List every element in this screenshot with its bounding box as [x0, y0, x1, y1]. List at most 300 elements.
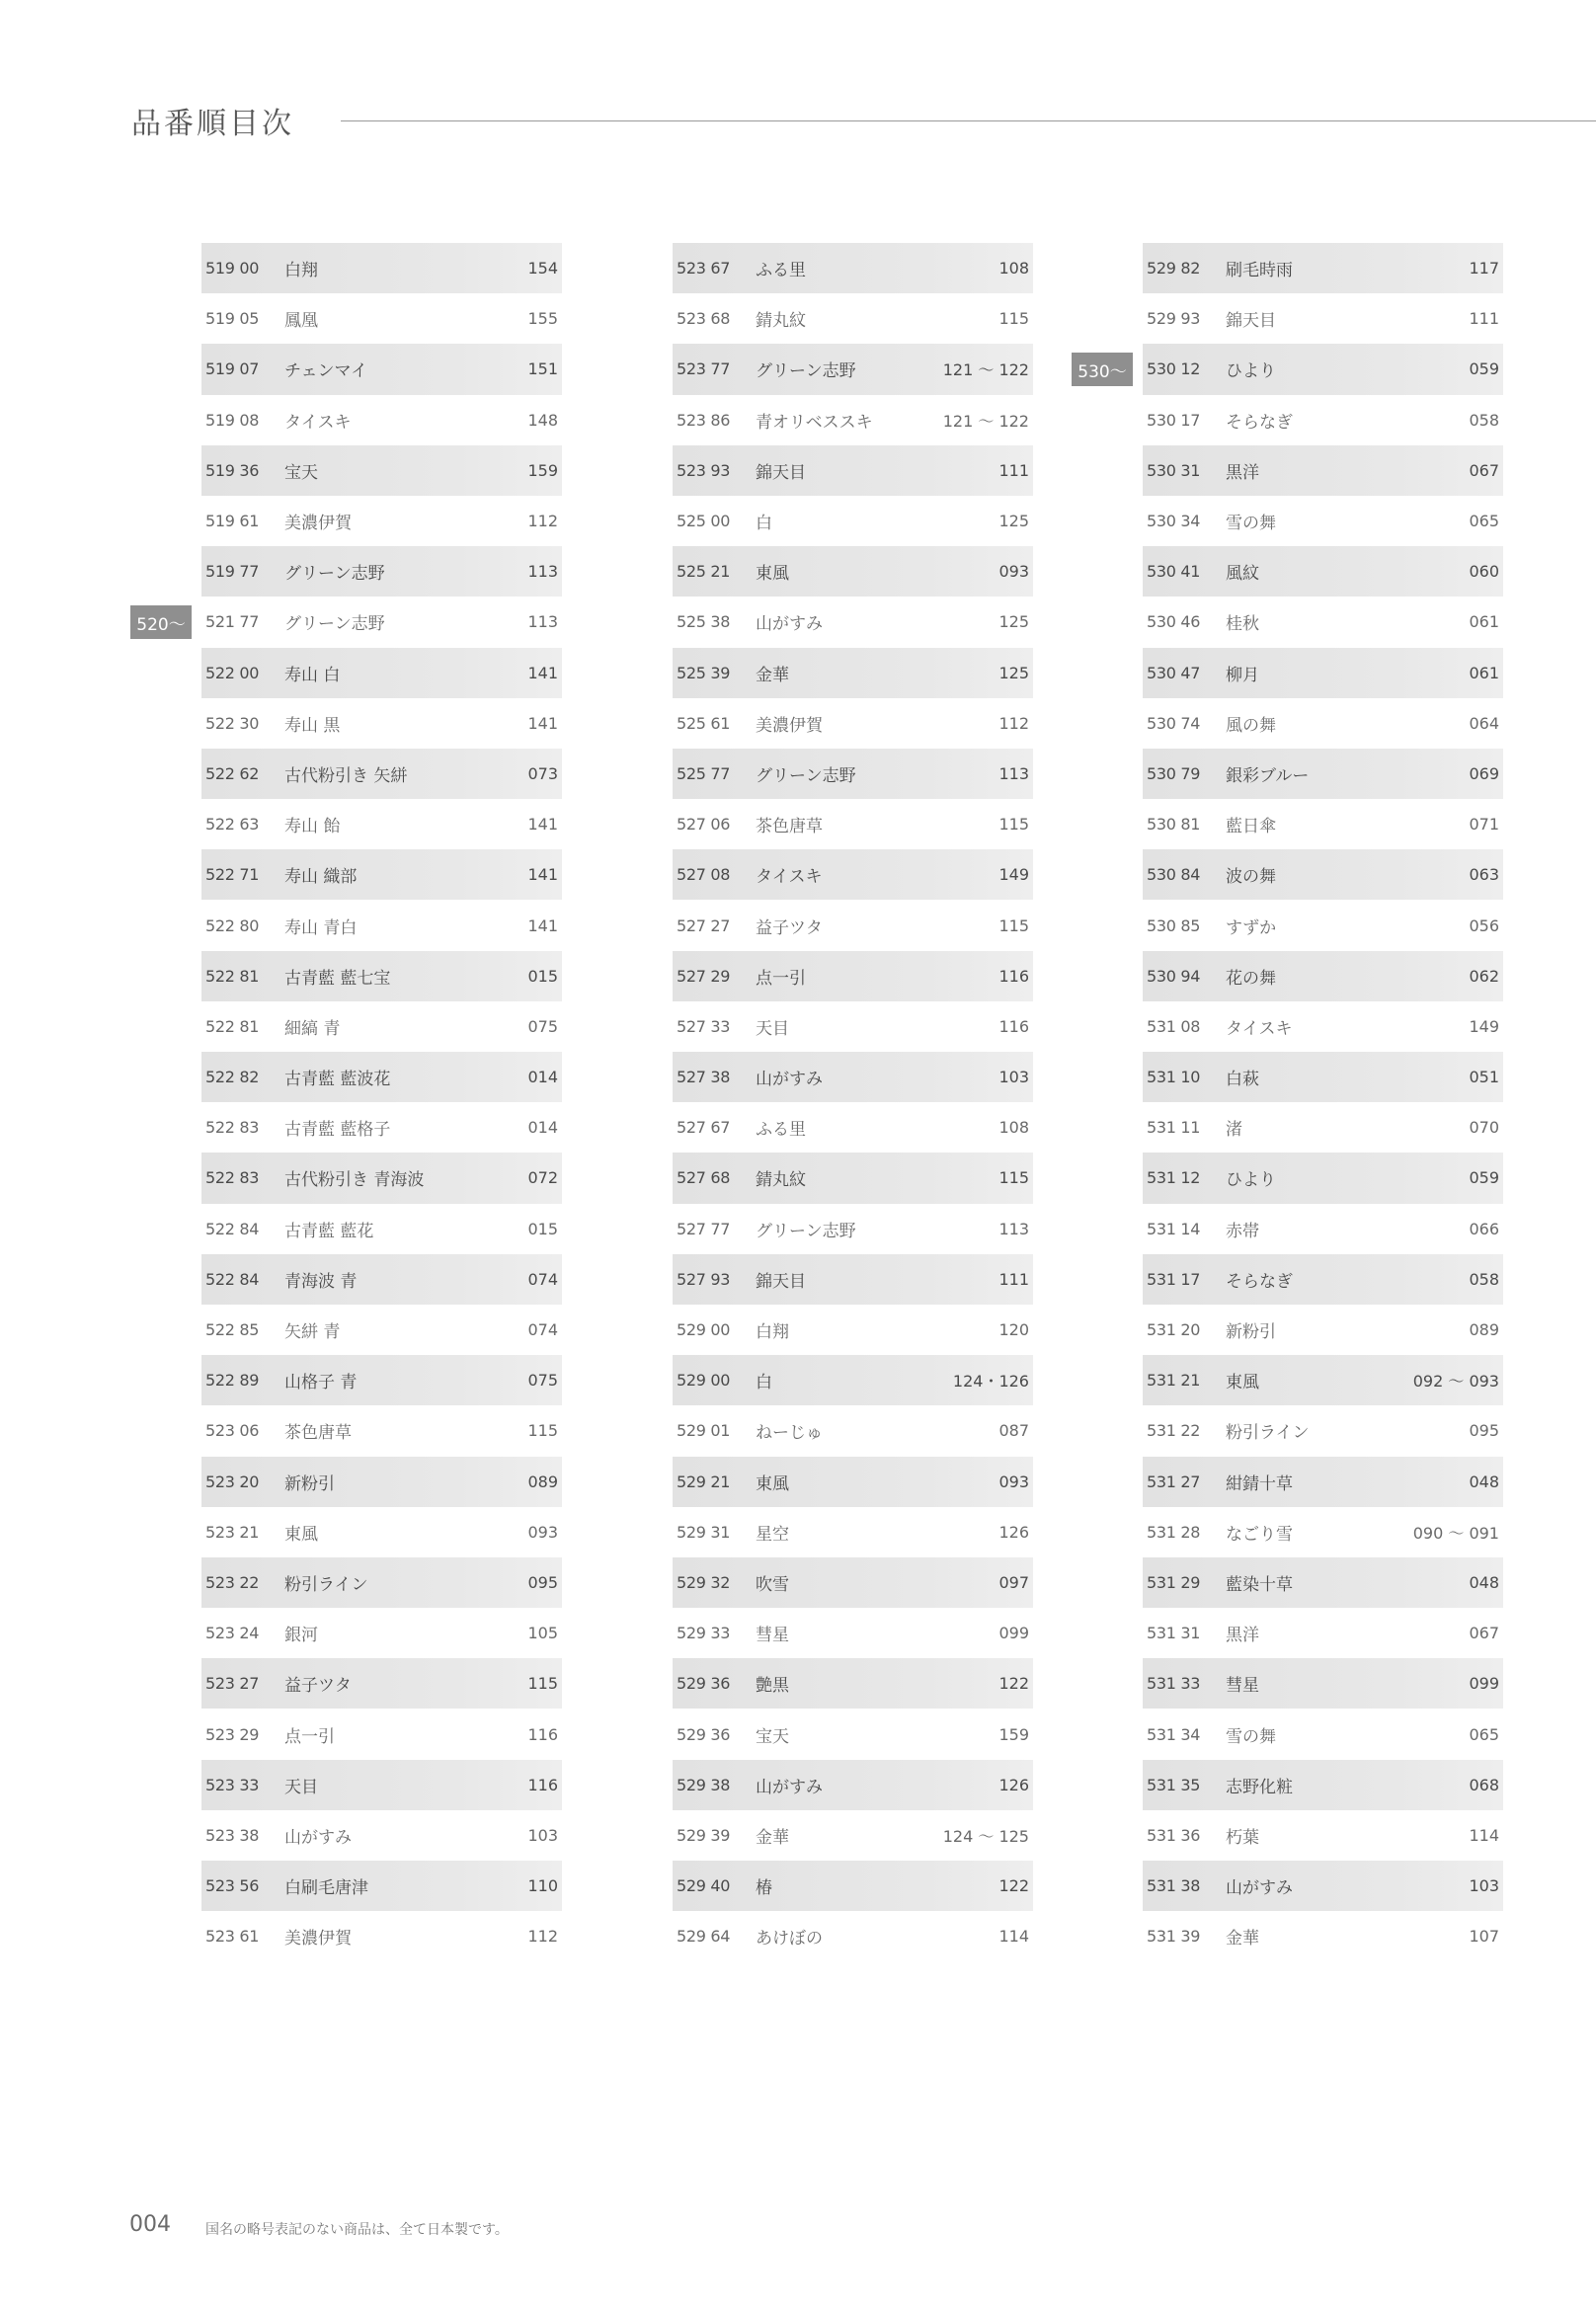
product-code: 531 08 — [1147, 1016, 1201, 1036]
index-row — [1143, 900, 1503, 950]
product-name: 美濃伊賀 — [284, 514, 352, 534]
product-name: 点一引 — [756, 968, 806, 989]
index-row — [201, 1557, 562, 1608]
page-ref: 141 — [527, 915, 558, 935]
product-code: 523 20 — [205, 1472, 260, 1491]
product-name: 青海波 青 — [284, 1271, 358, 1292]
product-name: 細縞 青 — [284, 1018, 341, 1039]
index-row — [201, 1001, 562, 1052]
page-ref: 066 — [1469, 1219, 1499, 1238]
page-ref: 155 — [527, 309, 558, 329]
index-row — [1143, 1810, 1503, 1861]
page-ref: 015 — [527, 1219, 558, 1238]
page-ref: 154 — [527, 259, 558, 278]
page-ref: 060 — [1469, 562, 1499, 582]
page-ref: 111 — [1469, 309, 1499, 329]
product-name: 矢絣 青 — [284, 1322, 341, 1343]
index-row — [673, 799, 1033, 849]
product-code: 531 36 — [1147, 1825, 1201, 1845]
page-ref: 117 — [1469, 259, 1499, 278]
page-ref: 159 — [998, 1724, 1029, 1744]
product-code: 531 39 — [1147, 1927, 1201, 1947]
product-name: 山がすみ — [756, 1070, 823, 1090]
product-code: 523 86 — [677, 410, 731, 430]
page-ref: 126 — [998, 1522, 1029, 1542]
index-row — [201, 951, 562, 1001]
product-name: 古代粉引き 青海波 — [284, 1170, 425, 1191]
product-code: 522 83 — [205, 1118, 260, 1138]
product-name: 錦天目 — [756, 462, 806, 483]
product-name: 柳月 — [1226, 665, 1259, 685]
page-ref: 112 — [527, 512, 558, 531]
product-name: 茶色唐草 — [756, 817, 823, 837]
page-ref: 114 — [998, 1927, 1029, 1947]
index-row — [201, 1305, 562, 1355]
index-row — [1143, 749, 1503, 799]
product-name: 金華 — [756, 1827, 789, 1848]
index-row — [201, 293, 562, 344]
product-code: 529 00 — [677, 1371, 731, 1391]
product-code: 529 40 — [677, 1876, 731, 1896]
product-name: 東風 — [756, 1473, 789, 1494]
product-code: 530 47 — [1147, 663, 1201, 682]
product-code: 529 38 — [677, 1775, 731, 1794]
product-name: 山がすみ — [756, 1777, 823, 1797]
page-ref: 048 — [1469, 1572, 1499, 1592]
page-ref: 099 — [1469, 1674, 1499, 1694]
index-row — [673, 445, 1033, 496]
product-name: 白翔 — [756, 1322, 789, 1343]
index-row — [1143, 951, 1503, 1001]
product-code: 529 31 — [677, 1522, 731, 1542]
product-name: 藍染十草 — [1226, 1574, 1293, 1595]
product-name: 寿山 黒 — [284, 715, 341, 736]
page-ref: 141 — [527, 663, 558, 682]
page-ref: 141 — [527, 713, 558, 733]
product-name: 錦天目 — [1226, 311, 1276, 332]
product-code: 530 85 — [1147, 915, 1201, 935]
product-name: 東風 — [1226, 1373, 1259, 1393]
product-code: 530 41 — [1147, 562, 1201, 582]
product-code: 531 14 — [1147, 1219, 1201, 1238]
product-name: 山がすみ — [284, 1827, 352, 1848]
page-ref: 122 — [998, 1876, 1029, 1896]
product-name: 朽葉 — [1226, 1827, 1259, 1848]
page-ref: 090 ～ 091 — [1412, 1523, 1499, 1543]
index-row — [1143, 799, 1503, 849]
product-name: 金華 — [1226, 1929, 1259, 1949]
product-code: 519 05 — [205, 309, 260, 329]
page-ref: 111 — [998, 1269, 1029, 1289]
product-name: 雪の舞 — [1226, 1726, 1276, 1747]
page-ref: 063 — [1469, 865, 1499, 885]
index-row — [201, 344, 562, 394]
product-name: 吹雪 — [756, 1574, 789, 1595]
index-column-2 — [673, 243, 1033, 1961]
product-code: 529 36 — [677, 1674, 731, 1694]
index-row — [1143, 1102, 1503, 1153]
page-ref: 125 — [998, 512, 1029, 531]
product-code: 531 34 — [1147, 1724, 1201, 1744]
page-ref: 067 — [1469, 460, 1499, 480]
product-code: 529 32 — [677, 1572, 731, 1592]
index-row — [201, 849, 562, 900]
index-row — [673, 243, 1033, 293]
index-row — [1143, 293, 1503, 344]
product-code: 531 17 — [1147, 1269, 1201, 1289]
index-row — [673, 1760, 1033, 1810]
product-name: 艶黒 — [756, 1676, 789, 1697]
index-row — [1143, 1557, 1503, 1608]
index-row — [1143, 597, 1503, 647]
product-code: 523 27 — [205, 1674, 260, 1694]
index-row — [136, 597, 562, 647]
product-name: 藍日傘 — [1226, 817, 1276, 837]
product-code: 522 81 — [205, 1016, 260, 1036]
index-row — [201, 243, 562, 293]
product-name: 花の舞 — [1226, 968, 1276, 989]
index-row — [673, 496, 1033, 546]
page-ref: 116 — [998, 1016, 1029, 1036]
page-ref: 071 — [1469, 815, 1499, 835]
page-ref: 087 — [998, 1421, 1029, 1441]
index-row — [201, 1911, 562, 1961]
product-name: 風の舞 — [1226, 715, 1276, 736]
index-row — [673, 344, 1033, 394]
product-code: 522 30 — [205, 713, 260, 733]
product-code: 527 33 — [677, 1016, 731, 1036]
product-name: 黒洋 — [1226, 1626, 1259, 1646]
page-title: 品番順目次 — [131, 107, 294, 141]
product-name: 銀河 — [284, 1626, 318, 1646]
product-name: そらなぎ — [1226, 412, 1293, 433]
product-code: 529 01 — [677, 1421, 731, 1441]
page-ref: 048 — [1469, 1472, 1499, 1491]
product-name: ひより — [1226, 361, 1276, 382]
product-name: 鳳凰 — [284, 311, 318, 332]
product-code: 527 68 — [677, 1168, 731, 1188]
product-code: 529 36 — [677, 1724, 731, 1744]
page-ref: 095 — [527, 1572, 558, 1592]
product-code: 519 08 — [205, 410, 260, 430]
product-name: 美濃伊賀 — [756, 715, 823, 736]
index-row — [201, 1608, 562, 1658]
product-name: 益子ツタ — [756, 917, 823, 938]
page-ref: 126 — [998, 1775, 1029, 1794]
product-name: 古青藍 藍花 — [284, 1221, 374, 1241]
product-name: 宝天 — [284, 462, 318, 483]
index-row — [673, 1457, 1033, 1507]
index-row — [1143, 1709, 1503, 1759]
index-row — [201, 1102, 562, 1153]
product-name: 彗星 — [756, 1626, 789, 1646]
index-row — [1143, 1001, 1503, 1052]
index-row — [201, 1658, 562, 1709]
page-ref: 073 — [527, 763, 558, 783]
product-code: 529 21 — [677, 1472, 731, 1491]
product-name: 金華 — [756, 665, 789, 685]
page-ref: 064 — [1469, 713, 1499, 733]
product-code: 523 61 — [205, 1927, 260, 1947]
product-code: 531 22 — [1147, 1421, 1201, 1441]
index-row — [673, 1254, 1033, 1305]
product-name: 錆丸紋 — [756, 311, 806, 332]
page-ref: 105 — [527, 1624, 558, 1643]
product-code: 522 82 — [205, 1068, 260, 1087]
page-ref: 113 — [998, 1219, 1029, 1238]
index-row — [1143, 1658, 1503, 1709]
page-ref: 111 — [998, 460, 1029, 480]
index-row — [673, 1658, 1033, 1709]
index-row — [1143, 1760, 1503, 1810]
product-code: 522 89 — [205, 1371, 260, 1391]
index-row — [673, 1052, 1033, 1102]
product-code: 531 20 — [1147, 1320, 1201, 1340]
page-ref: 051 — [1469, 1068, 1499, 1087]
product-code: 530 46 — [1147, 612, 1201, 632]
page-ref: 095 — [1469, 1421, 1499, 1441]
page-ref: 115 — [998, 1168, 1029, 1188]
index-row — [1143, 1355, 1503, 1405]
product-code: 525 61 — [677, 713, 731, 733]
index-row — [201, 1405, 562, 1456]
page-ref: 089 — [1469, 1320, 1499, 1340]
product-code: 527 38 — [677, 1068, 731, 1087]
page-ref: 092 ～ 093 — [1412, 1372, 1499, 1392]
product-name: ふる里 — [756, 1120, 806, 1141]
product-code: 531 12 — [1147, 1168, 1201, 1188]
page-ref: 015 — [527, 966, 558, 986]
product-name: タイスキ — [756, 867, 823, 888]
product-code: 529 82 — [1147, 259, 1201, 278]
product-name: 青オリベススキ — [756, 412, 873, 433]
product-code: 530 34 — [1147, 512, 1201, 531]
product-name: 美濃伊賀 — [284, 1929, 352, 1949]
product-name: 銀彩ブルー — [1226, 765, 1310, 786]
product-name: 東風 — [284, 1524, 318, 1545]
page-ref: 099 — [998, 1624, 1029, 1643]
product-code: 525 21 — [677, 562, 731, 582]
product-name: 新粉引 — [284, 1473, 335, 1494]
index-row — [1143, 849, 1503, 900]
page-ref: 122 — [998, 1674, 1029, 1694]
page-ref: 115 — [998, 309, 1029, 329]
page-ref: 120 — [998, 1320, 1029, 1340]
product-name: 東風 — [756, 564, 789, 585]
index-row — [673, 1102, 1033, 1153]
product-name: 天目 — [756, 1018, 789, 1039]
product-code: 530 81 — [1147, 815, 1201, 835]
page-ref: 059 — [1469, 359, 1499, 379]
product-name: あけぼの — [756, 1929, 823, 1949]
product-name: 波の舞 — [1226, 867, 1276, 888]
product-code: 527 29 — [677, 966, 731, 986]
product-code: 530 17 — [1147, 410, 1201, 430]
index-row — [1143, 1305, 1503, 1355]
index-row — [673, 1001, 1033, 1052]
index-row — [673, 1861, 1033, 1911]
index-row — [673, 1204, 1033, 1254]
index-row — [1143, 1204, 1503, 1254]
product-code: 523 24 — [205, 1624, 260, 1643]
product-name: 黒洋 — [1226, 462, 1259, 483]
product-name: 古青藍 藍七宝 — [284, 968, 391, 989]
product-code: 522 81 — [205, 966, 260, 986]
index-row — [201, 698, 562, 749]
page-ref: 116 — [998, 966, 1029, 986]
product-code: 523 22 — [205, 1572, 260, 1592]
product-code: 519 36 — [205, 460, 260, 480]
index-row — [201, 648, 562, 698]
product-code: 525 39 — [677, 663, 731, 682]
page-ref: 149 — [1469, 1016, 1499, 1036]
product-code: 527 27 — [677, 915, 731, 935]
page-ref: 107 — [1469, 1927, 1499, 1947]
index-row — [201, 496, 562, 546]
product-code: 531 29 — [1147, 1572, 1201, 1592]
page-ref: 151 — [527, 359, 558, 379]
index-row — [673, 1507, 1033, 1557]
page-ref: 113 — [998, 763, 1029, 783]
index-row — [673, 1405, 1033, 1456]
page-ref: 115 — [998, 815, 1029, 835]
page-ref: 068 — [1469, 1775, 1499, 1794]
product-name: グリーン志野 — [284, 564, 385, 585]
index-row — [1143, 1254, 1503, 1305]
index-row — [673, 648, 1033, 698]
product-code: 523 67 — [677, 259, 731, 278]
index-row — [201, 395, 562, 445]
page-ref: 075 — [527, 1016, 558, 1036]
page-ref: 121 ～ 122 — [942, 360, 1029, 380]
product-code: 523 77 — [677, 359, 731, 379]
product-code: 529 64 — [677, 1927, 731, 1947]
index-row — [1143, 395, 1503, 445]
product-code: 525 00 — [677, 512, 731, 531]
footer-note: 国名の略号表記のない商品は、全て日本製です。 — [205, 2222, 509, 2238]
page-ref: 121 ～ 122 — [942, 411, 1029, 431]
product-name: 山がすみ — [1226, 1878, 1293, 1899]
product-code: 522 85 — [205, 1320, 260, 1340]
product-name: 新粉引 — [1226, 1322, 1276, 1343]
product-name: 星空 — [756, 1524, 789, 1545]
index-row — [201, 1861, 562, 1911]
index-row — [1143, 1861, 1503, 1911]
index-row — [201, 1507, 562, 1557]
product-name: 寿山 織部 — [284, 867, 358, 888]
index-row — [1143, 546, 1503, 597]
product-name: グリーン志野 — [756, 361, 856, 382]
product-code: 531 31 — [1147, 1624, 1201, 1643]
page-ref: 159 — [527, 460, 558, 480]
product-name: すずか — [1226, 917, 1277, 938]
product-name: 風紋 — [1226, 564, 1259, 585]
product-name: タイスキ — [284, 412, 352, 433]
page-ref: 125 — [998, 663, 1029, 682]
index-row — [1143, 1405, 1503, 1456]
page-ref: 014 — [527, 1118, 558, 1138]
product-code: 519 07 — [205, 359, 260, 379]
product-name: ふる里 — [756, 261, 806, 281]
index-row — [673, 1355, 1033, 1405]
product-name: 古代粉引き 矢絣 — [284, 765, 408, 786]
page-ref: 069 — [1469, 763, 1499, 783]
page-ref: 148 — [527, 410, 558, 430]
product-name: 白萩 — [1226, 1070, 1259, 1090]
product-name: 紺錆十草 — [1226, 1473, 1293, 1494]
index-row — [1143, 1153, 1503, 1203]
index-row — [1143, 1052, 1503, 1102]
product-name: 赤帯 — [1226, 1221, 1259, 1241]
product-code: 521 77 — [205, 612, 260, 632]
product-name: グリーン志野 — [756, 1221, 856, 1241]
page-ref: 097 — [998, 1572, 1029, 1592]
product-code: 519 00 — [205, 259, 260, 278]
index-row — [1143, 648, 1503, 698]
product-name: 椿 — [756, 1878, 772, 1899]
product-code: 531 35 — [1147, 1775, 1201, 1794]
product-code: 522 00 — [205, 663, 260, 682]
product-code: 529 93 — [1147, 309, 1201, 329]
product-name: 茶色唐草 — [284, 1423, 352, 1444]
product-name: 錆丸紋 — [756, 1170, 806, 1191]
product-name: 宝天 — [756, 1726, 789, 1747]
product-code: 527 93 — [677, 1269, 731, 1289]
product-code: 527 67 — [677, 1118, 731, 1138]
page-ref: 113 — [527, 562, 558, 582]
index-row — [201, 1204, 562, 1254]
product-name: 古青藍 藍波花 — [284, 1070, 391, 1090]
product-code: 523 56 — [205, 1876, 260, 1896]
product-name: ねーじゅ — [756, 1423, 823, 1444]
product-code: 525 38 — [677, 612, 731, 632]
page-ref: 056 — [1469, 915, 1499, 935]
page-ref: 116 — [527, 1775, 558, 1794]
index-row — [673, 849, 1033, 900]
index-row — [673, 900, 1033, 950]
product-code: 531 27 — [1147, 1472, 1201, 1491]
index-row — [1143, 698, 1503, 749]
index-row — [673, 749, 1033, 799]
page-ref: 093 — [998, 1472, 1029, 1491]
page-ref: 072 — [527, 1168, 558, 1188]
product-code: 530 74 — [1147, 713, 1201, 733]
product-code: 531 10 — [1147, 1068, 1201, 1087]
index-row — [1143, 445, 1503, 496]
product-name: 古青藍 藍格子 — [284, 1120, 391, 1141]
index-row — [673, 293, 1033, 344]
index-row — [673, 698, 1033, 749]
page-ref: 074 — [527, 1269, 558, 1289]
product-code: 523 06 — [205, 1421, 260, 1441]
product-name: 彗星 — [1226, 1676, 1259, 1697]
product-code: 522 84 — [205, 1269, 260, 1289]
page-ref: 115 — [527, 1421, 558, 1441]
product-code: 529 33 — [677, 1624, 731, 1643]
page-ref: 065 — [1469, 512, 1499, 531]
index-row — [201, 1153, 562, 1203]
product-code: 523 38 — [205, 1825, 260, 1845]
product-name: 山格子 青 — [284, 1373, 358, 1393]
page-ref: 113 — [527, 612, 558, 632]
index-row — [673, 1810, 1033, 1861]
product-code: 529 00 — [677, 1320, 731, 1340]
index-row — [1143, 1911, 1503, 1961]
product-code: 531 11 — [1147, 1118, 1201, 1138]
product-name: なごり雪 — [1226, 1524, 1293, 1545]
index-row — [201, 749, 562, 799]
product-code: 525 77 — [677, 763, 731, 783]
